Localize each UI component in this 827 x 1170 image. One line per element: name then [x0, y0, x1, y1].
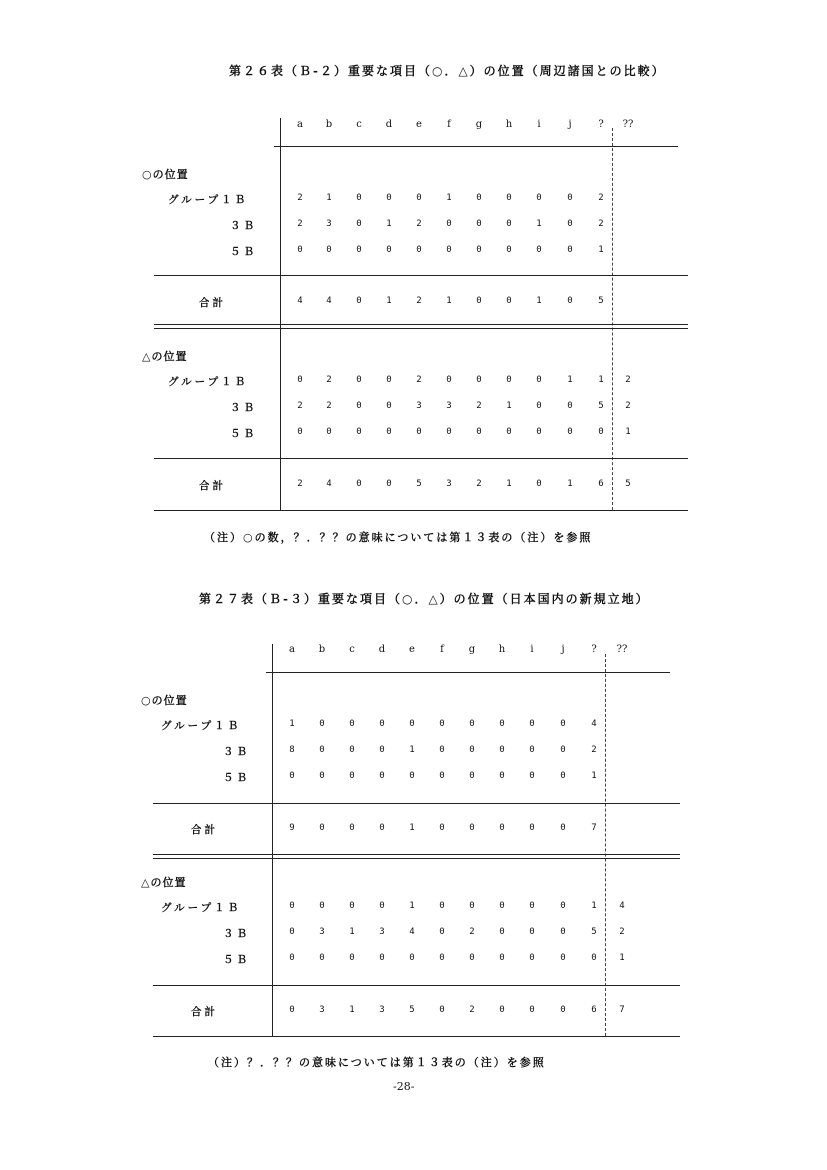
table-cell: 1 — [326, 193, 332, 203]
table-cell: 1 — [598, 375, 604, 385]
column-header: d — [385, 119, 393, 130]
table-cell: 1 — [409, 901, 415, 911]
table-cell: 0 — [529, 901, 535, 911]
row-label: ５Ｂ — [223, 954, 250, 966]
table-cell: 0 — [439, 771, 445, 781]
total-cell: 0 — [356, 479, 362, 489]
column-header: ?? — [616, 644, 628, 655]
table-cell: 0 — [567, 401, 573, 411]
table-cell: 1 — [289, 719, 295, 729]
table-cell: 0 — [591, 953, 597, 963]
table-cell: 0 — [289, 927, 295, 937]
table-cell: 0 — [356, 375, 362, 385]
total-cell: 0 — [356, 296, 362, 306]
column-header: ? — [598, 119, 604, 130]
table-cell: 0 — [439, 719, 445, 729]
total-cell: 0 — [499, 823, 505, 833]
total-cell: 1 — [536, 296, 542, 306]
table-cell: 1 — [409, 745, 415, 755]
table-cell: 0 — [386, 427, 392, 437]
column-header: a — [297, 119, 303, 130]
table-cell: 0 — [476, 193, 482, 203]
column-header: j — [568, 119, 572, 130]
table-cell: 0 — [469, 953, 475, 963]
column-header: c — [356, 119, 362, 130]
table-cell: 0 — [439, 927, 445, 937]
total-cell: 5 — [409, 1005, 415, 1015]
table-cell: 0 — [499, 953, 505, 963]
total-cell: 0 — [529, 823, 535, 833]
table-cell: 3 — [446, 401, 452, 411]
table-cell: 0 — [379, 745, 385, 755]
table-cell: 0 — [536, 427, 542, 437]
table-cell: 0 — [446, 427, 452, 437]
table-cell: 0 — [356, 245, 362, 255]
table-cell: 0 — [349, 901, 355, 911]
table-cell: 1 — [536, 219, 542, 229]
table-cell: 2 — [416, 219, 422, 229]
table-cell: 0 — [560, 953, 566, 963]
column-header: i — [530, 644, 534, 655]
table-cell: 0 — [567, 193, 573, 203]
table-cell: 1 — [349, 927, 355, 937]
table-cell: 1 — [386, 219, 392, 229]
row-label: ３Ｂ — [223, 928, 250, 940]
table-cell: 0 — [469, 901, 475, 911]
total-cell: 0 — [560, 1005, 566, 1015]
total-cell: 3 — [319, 1005, 325, 1015]
table-note: （注）○の数，？．？？の意味については第１３表の（注）を参照 — [204, 531, 593, 544]
total-cell: 1 — [506, 479, 512, 489]
table-cell: 0 — [446, 219, 452, 229]
row-label-divider — [280, 118, 281, 510]
total-cell: 2 — [476, 479, 482, 489]
table-cell: 0 — [529, 719, 535, 729]
total-cell: 0 — [560, 823, 566, 833]
table-cell: 0 — [379, 901, 385, 911]
table-cell: 1 — [591, 901, 597, 911]
table-cell: 0 — [326, 245, 332, 255]
table-cell: 1 — [591, 771, 597, 781]
table-cell: 0 — [319, 953, 325, 963]
table-cell: 0 — [499, 771, 505, 781]
table-cell: 0 — [297, 245, 303, 255]
table-cell: 0 — [319, 771, 325, 781]
table-cell: 0 — [349, 719, 355, 729]
triangle-section-label: △の位置 — [142, 350, 188, 363]
table-cell: 2 — [625, 401, 631, 411]
table-cell: 0 — [506, 193, 512, 203]
table-cell: 0 — [529, 927, 535, 937]
total-cell: 4 — [326, 296, 332, 306]
table-cell: 2 — [326, 401, 332, 411]
table-cell: 2 — [619, 927, 625, 937]
triangle-section-rule — [153, 985, 680, 986]
header-stub-rule — [274, 146, 280, 147]
column-header: e — [409, 644, 415, 655]
table-cell: 0 — [529, 771, 535, 781]
circle-section-label: ○の位置 — [142, 168, 189, 181]
row-label: ５Ｂ — [230, 246, 257, 258]
table-cell: 0 — [289, 901, 295, 911]
table-bottom-rule — [153, 1036, 680, 1037]
table-cell: 0 — [356, 219, 362, 229]
table-cell: 0 — [349, 953, 355, 963]
table-cell: 1 — [619, 953, 625, 963]
table-cell: 0 — [506, 427, 512, 437]
column-header: i — [537, 119, 541, 130]
table-cell: 0 — [289, 771, 295, 781]
row-label: ５Ｂ — [223, 772, 250, 784]
table-cell: 0 — [567, 245, 573, 255]
table-cell: 0 — [297, 375, 303, 385]
row-label: ３Ｂ — [230, 402, 257, 414]
table-bottom-rule — [154, 510, 688, 511]
table-cell: 2 — [625, 375, 631, 385]
table-cell: 0 — [386, 193, 392, 203]
column-header: ? — [591, 644, 597, 655]
total-cell: 1 — [409, 823, 415, 833]
table-cell: 0 — [499, 745, 505, 755]
total-cell: 2 — [416, 296, 422, 306]
total-cell: 4 — [326, 479, 332, 489]
table-cell: 0 — [386, 375, 392, 385]
total-cell: 5 — [598, 296, 604, 306]
table-title: 第２７表（Ｂ-３）重要な項目（○．△）の位置（日本国内の新規立地） — [199, 592, 650, 606]
table-cell: 0 — [326, 427, 332, 437]
section-double-rule-top — [153, 854, 680, 855]
table-cell: 0 — [499, 927, 505, 937]
column-header: h — [498, 644, 506, 655]
table-cell: 0 — [446, 375, 452, 385]
table-cell: 0 — [356, 193, 362, 203]
table-cell: 3 — [416, 401, 422, 411]
total-cell: 5 — [625, 479, 631, 489]
table-cell: 0 — [416, 427, 422, 437]
table-cell: 0 — [416, 193, 422, 203]
table-cell: 0 — [439, 953, 445, 963]
total-cell: 2 — [297, 479, 303, 489]
table-cell: 0 — [506, 245, 512, 255]
section-double-rule-top — [154, 324, 688, 325]
row-label-divider — [272, 644, 273, 1036]
header-rule — [272, 672, 670, 673]
total-cell: 0 — [469, 823, 475, 833]
table-cell: 0 — [349, 745, 355, 755]
table-cell: 0 — [439, 901, 445, 911]
total-cell: 6 — [591, 1005, 597, 1015]
total-cell: 0 — [319, 823, 325, 833]
total-cell: 0 — [439, 1005, 445, 1015]
total-cell: 0 — [289, 1005, 295, 1015]
total-label: 合計 — [199, 480, 226, 492]
total-cell: 7 — [591, 823, 597, 833]
total-cell: 9 — [289, 823, 295, 833]
total-cell: 0 — [529, 1005, 535, 1015]
table-cell: 0 — [476, 245, 482, 255]
circle-section-rule — [154, 275, 688, 276]
header-stub-rule — [266, 672, 272, 673]
table-cell: 1 — [625, 427, 631, 437]
section-double-rule-bottom — [153, 858, 680, 859]
table-cell: 0 — [499, 719, 505, 729]
table-cell: 0 — [560, 927, 566, 937]
total-cell: 1 — [567, 479, 573, 489]
table-cell: 0 — [536, 245, 542, 255]
table-cell: 4 — [409, 927, 415, 937]
total-cell: 6 — [598, 479, 604, 489]
header-rule — [280, 146, 678, 147]
column-header: c — [349, 644, 355, 655]
table-cell: 4 — [619, 901, 625, 911]
table-cell: 2 — [297, 193, 303, 203]
table-cell: 0 — [560, 745, 566, 755]
table-cell: 3 — [319, 927, 325, 937]
table-cell: 0 — [409, 771, 415, 781]
column-header: ?? — [622, 119, 634, 130]
table-cell: 0 — [469, 771, 475, 781]
table-cell: 0 — [319, 901, 325, 911]
table-cell: 0 — [356, 427, 362, 437]
table-cell: 2 — [416, 375, 422, 385]
table-cell: 5 — [598, 401, 604, 411]
triangle-section-rule — [154, 458, 688, 459]
table-cell: 0 — [409, 953, 415, 963]
table-cell: 0 — [297, 427, 303, 437]
column-header: j — [561, 644, 565, 655]
table-cell: 0 — [476, 427, 482, 437]
table-cell: 2 — [297, 219, 303, 229]
total-cell: 5 — [416, 479, 422, 489]
table-cell: 0 — [536, 193, 542, 203]
table-title: 第２６表（Ｂ-２）重要な項目（○．△）の位置（周辺諸国との比較） — [229, 64, 666, 78]
row-label: グループ１Ｂ — [161, 902, 242, 914]
table-cell: 0 — [560, 771, 566, 781]
total-cell: 1 — [446, 296, 452, 306]
table-cell: 2 — [591, 745, 597, 755]
total-cell: 4 — [297, 296, 303, 306]
table-cell: 2 — [469, 927, 475, 937]
row-label: グループ１Ｂ — [161, 720, 242, 732]
table-cell: 3 — [326, 219, 332, 229]
table-cell: 0 — [386, 401, 392, 411]
column-header: g — [475, 119, 483, 130]
table-note: （注）？．？？の意味については第１３表の（注）を参照 — [208, 1056, 546, 1069]
table-cell: 2 — [598, 193, 604, 203]
table-cell: 0 — [289, 953, 295, 963]
row-label: グループ１Ｂ — [168, 194, 249, 206]
table-cell: 2 — [598, 219, 604, 229]
table-cell: 0 — [506, 375, 512, 385]
total-cell: 1 — [386, 296, 392, 306]
table-cell: 0 — [536, 401, 542, 411]
table-cell: 0 — [476, 375, 482, 385]
table-cell: 0 — [529, 745, 535, 755]
column-header: e — [416, 119, 422, 130]
table-cell: 0 — [409, 719, 415, 729]
table-cell: 2 — [297, 401, 303, 411]
table-cell: 0 — [439, 745, 445, 755]
table-cell: 1 — [506, 401, 512, 411]
table-cell: 0 — [379, 719, 385, 729]
page-number: -28- — [393, 1080, 415, 1093]
total-label: 合計 — [191, 824, 218, 836]
table-cell: 0 — [319, 745, 325, 755]
total-cell: 0 — [349, 823, 355, 833]
question-column-divider — [605, 654, 606, 1036]
total-cell: 0 — [379, 823, 385, 833]
table-cell: 0 — [349, 771, 355, 781]
row-label: ３Ｂ — [230, 220, 257, 232]
circle-section-label: ○の位置 — [141, 694, 188, 707]
table-cell: 0 — [567, 219, 573, 229]
total-cell: 0 — [476, 296, 482, 306]
total-cell: 2 — [469, 1005, 475, 1015]
total-cell: 3 — [379, 1005, 385, 1015]
table-cell: 0 — [386, 245, 392, 255]
table-cell: 2 — [326, 375, 332, 385]
table-cell: 0 — [319, 719, 325, 729]
table-cell: 1 — [446, 193, 452, 203]
table-cell: 0 — [469, 745, 475, 755]
table-cell: 0 — [416, 245, 422, 255]
column-header: g — [468, 644, 476, 655]
question-column-divider — [612, 128, 613, 510]
row-label: グループ１Ｂ — [168, 376, 249, 388]
table-cell: 0 — [529, 953, 535, 963]
total-cell: 3 — [446, 479, 452, 489]
table-cell: 0 — [379, 953, 385, 963]
table-cell: 0 — [379, 771, 385, 781]
column-header: d — [378, 644, 386, 655]
total-cell: 0 — [499, 1005, 505, 1015]
table-cell: 0 — [560, 719, 566, 729]
total-cell: 0 — [567, 296, 573, 306]
column-header: a — [289, 644, 295, 655]
column-header: f — [440, 644, 444, 655]
table-cell: 0 — [469, 719, 475, 729]
total-cell: 0 — [386, 479, 392, 489]
circle-section-rule — [153, 803, 680, 804]
table-cell: 5 — [591, 927, 597, 937]
column-header: b — [318, 644, 326, 655]
section-double-rule-bottom — [154, 328, 688, 329]
table-cell: 0 — [506, 219, 512, 229]
table-cell: 3 — [379, 927, 385, 937]
table-cell: 1 — [567, 375, 573, 385]
total-label: 合計 — [191, 1006, 218, 1018]
table-cell: 0 — [446, 245, 452, 255]
column-header: b — [325, 119, 333, 130]
total-cell: 1 — [349, 1005, 355, 1015]
table-cell: 2 — [476, 401, 482, 411]
total-cell: 0 — [536, 479, 542, 489]
table-cell: 0 — [567, 427, 573, 437]
table-cell: 8 — [289, 745, 295, 755]
column-header: f — [447, 119, 451, 130]
table-cell: 0 — [356, 401, 362, 411]
triangle-section-label: △の位置 — [141, 876, 187, 889]
table-cell: 0 — [598, 427, 604, 437]
total-label: 合計 — [199, 297, 226, 309]
table-cell: 0 — [499, 901, 505, 911]
table-cell: 0 — [560, 901, 566, 911]
table-cell: 4 — [591, 719, 597, 729]
total-cell: 0 — [439, 823, 445, 833]
table-cell: 0 — [476, 219, 482, 229]
column-header: h — [505, 119, 513, 130]
row-label: ５Ｂ — [230, 428, 257, 440]
row-label: ３Ｂ — [223, 746, 250, 758]
total-cell: 7 — [619, 1005, 625, 1015]
table-cell: 0 — [536, 375, 542, 385]
table-cell: 1 — [598, 245, 604, 255]
total-cell: 0 — [506, 296, 512, 306]
